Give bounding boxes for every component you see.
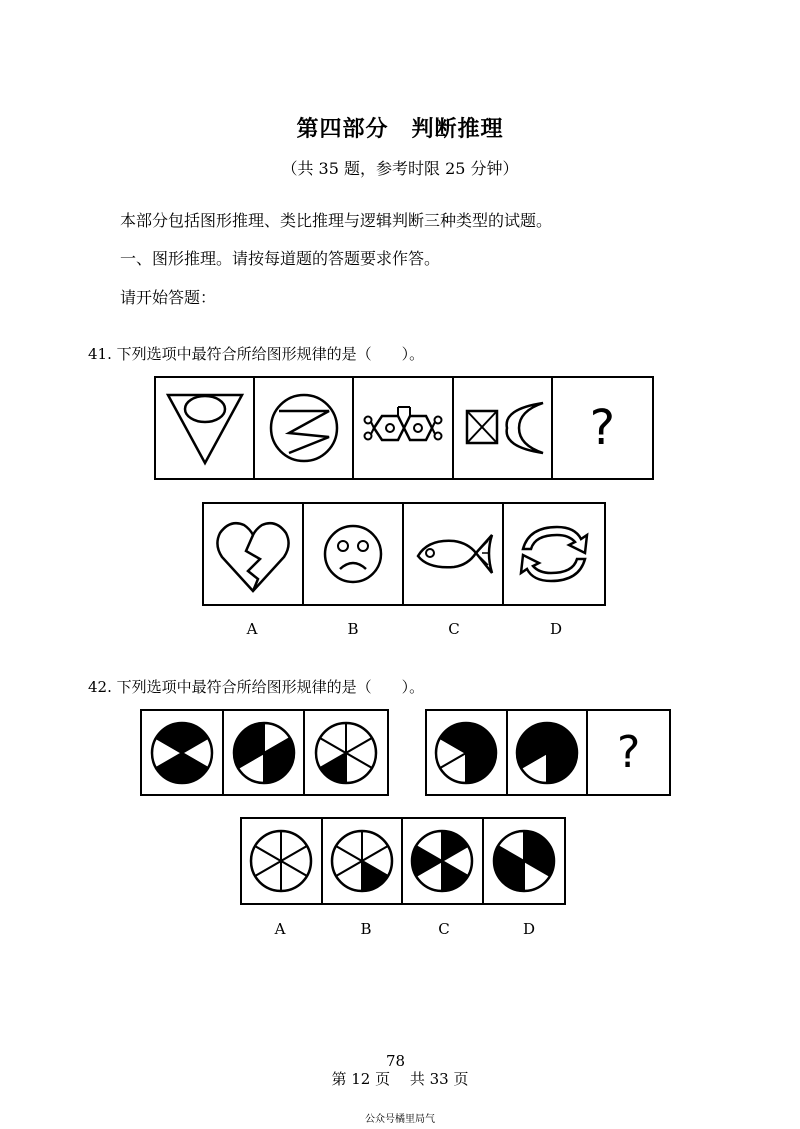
sector-wheel (311, 718, 381, 788)
q41-figure-2 (255, 378, 354, 478)
q42-option-a-figure[interactable] (242, 819, 323, 903)
q41-unknown-cell (553, 378, 652, 478)
q41-options-strip (202, 502, 606, 606)
q41-option-b-figure[interactable] (304, 504, 404, 604)
q42-option-b-figure[interactable] (323, 819, 404, 903)
q42-option-c-label[interactable]: C (438, 920, 450, 938)
q42-unknown-cell (588, 711, 669, 794)
section-subtitle: （共 35 题，参考时限 25 分钟） (281, 159, 519, 178)
cycle-arrows-icon (509, 509, 599, 599)
watermark: 公众号橘里局气 (365, 1114, 435, 1125)
circle-zigzag-figure (259, 383, 349, 473)
q41-option-c-figure[interactable] (404, 504, 504, 604)
hexagon-chain-figure (358, 383, 448, 473)
section-title: 第四部分 判断推理 (296, 117, 504, 142)
q42-option-d-figure[interactable] (484, 819, 564, 903)
q41-option-d-figure[interactable] (504, 504, 604, 604)
sector-wheel (407, 826, 477, 896)
question-mark: ? (589, 400, 616, 456)
q42-left-figure-3 (305, 711, 387, 794)
q41-figure-3 (354, 378, 453, 478)
q41-figure-4 (454, 378, 553, 478)
intro-line-1: 本部分包括图形推理、类比推理与逻辑判断三种类型的试题。 (120, 211, 553, 230)
q42-right-figure-1 (427, 711, 508, 794)
q42-option-d-label[interactable]: D (522, 920, 536, 938)
q41-option-c-label[interactable]: C (448, 620, 460, 638)
q41-option-b-label[interactable]: B (347, 620, 359, 638)
question-41-text: 41. 下列选项中最符合所给图形规律的是（ ）。 (88, 345, 425, 363)
q41-option-a-label[interactable]: A (246, 620, 258, 638)
q41-figure-1 (156, 378, 255, 478)
sector-wheel (489, 826, 559, 896)
q42-options-strip (240, 817, 566, 905)
sad-face-icon (308, 509, 398, 599)
q42-sequence-strip-right (425, 709, 671, 796)
intro-line-2: 一、图形推理。请按每道题的答题要求作答。 (120, 249, 441, 268)
sector-wheel (327, 826, 397, 896)
q42-option-c-figure[interactable] (403, 819, 484, 903)
sector-wheel (512, 718, 582, 788)
q42-right-figure-2 (508, 711, 589, 794)
box-crescent-figure (457, 383, 547, 473)
q41-option-d-label[interactable]: D (549, 620, 563, 638)
q42-left-figure-2 (224, 711, 306, 794)
q42-option-a-label[interactable]: A (274, 920, 286, 938)
question-mark: ? (616, 727, 641, 778)
q42-option-b-label[interactable]: B (360, 920, 372, 938)
page-number: 78 (386, 1052, 406, 1070)
page-footer: 第 12 页 共 33 页 (331, 1070, 469, 1088)
intro-line-3: 请开始答题： (120, 288, 217, 307)
question-42-text: 42. 下列选项中最符合所给图形规律的是（ ）。 (88, 678, 425, 696)
sector-wheel (147, 718, 217, 788)
fish-icon (408, 509, 498, 599)
sector-wheel (246, 826, 316, 896)
q42-left-figure-1 (142, 711, 224, 794)
sector-wheel (431, 718, 501, 788)
sector-wheel (229, 718, 299, 788)
q42-sequence-strip-left (140, 709, 389, 796)
q41-sequence-strip (154, 376, 654, 480)
q41-option-a-figure[interactable] (204, 504, 304, 604)
cone-triangle-figure (160, 383, 250, 473)
broken-heart-icon (208, 509, 298, 599)
